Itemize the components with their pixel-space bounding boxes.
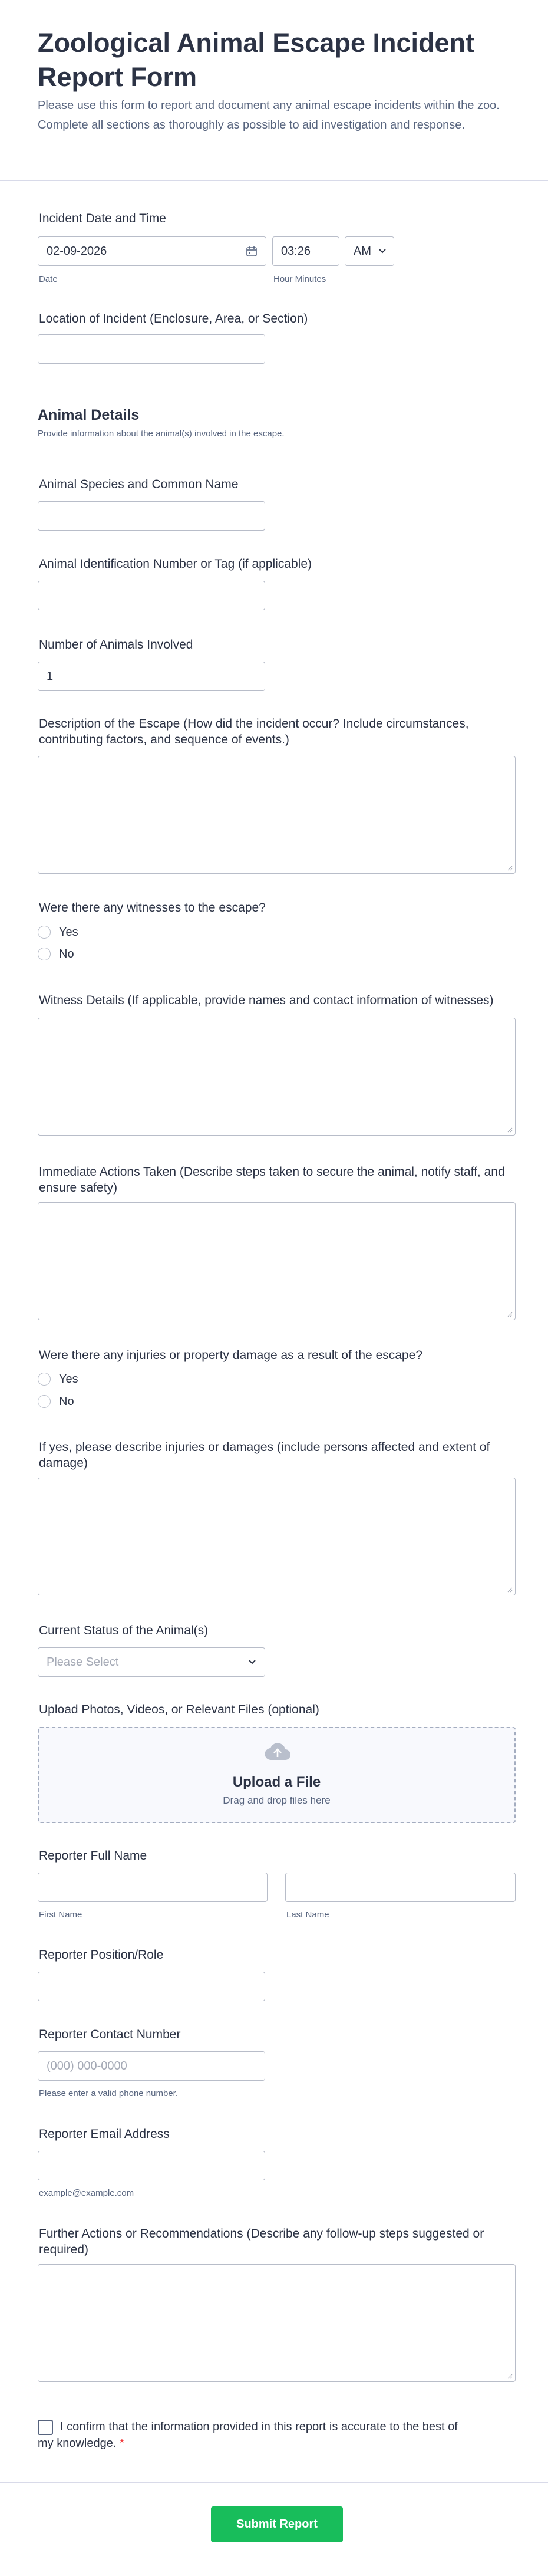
immediate-actions-textarea[interactable] xyxy=(38,1202,516,1320)
reporter-phone-label: Reporter Contact Number xyxy=(39,2028,181,2041)
incident-time-value: 03:26 xyxy=(281,245,311,258)
reporter-position-input[interactable] xyxy=(38,1972,265,2001)
injuries-no-radio[interactable] xyxy=(38,1395,51,1408)
submit-button[interactable]: Submit Report xyxy=(211,2506,343,2542)
date-sublabel: Date xyxy=(39,274,58,284)
resize-grip-icon[interactable] xyxy=(507,1311,513,1317)
upload-hint: Drag and drop files here xyxy=(223,1795,331,1806)
resize-grip-icon[interactable] xyxy=(507,1587,513,1593)
reporter-position-label: Reporter Position/Role xyxy=(39,1948,164,1962)
reporter-phone-hint: Please enter a valid phone number. xyxy=(39,2088,178,2098)
confirmation-label[interactable] xyxy=(38,2419,462,2452)
current-status-placeholder: Please Select xyxy=(47,1656,119,1669)
injuries-yes-radio[interactable] xyxy=(38,1373,51,1386)
escape-description-label: Description of the Escape (How did the incident occur? Include circumstances, contributing factors, and sequence of events.) xyxy=(39,717,469,746)
num-animals-value: 1 xyxy=(47,670,54,683)
calendar-icon[interactable] xyxy=(246,245,258,257)
witnesses-yes-radio[interactable] xyxy=(38,926,51,939)
witnesses-no-label[interactable]: No xyxy=(59,948,74,960)
escape-description-textarea[interactable] xyxy=(38,756,516,874)
upload-title: Upload a File xyxy=(232,1774,321,1790)
num-animals-label: Number of Animals Involved xyxy=(39,638,193,652)
witness-details-textarea[interactable] xyxy=(38,1018,516,1136)
chevron-down-icon xyxy=(378,248,387,254)
animal-id-input[interactable] xyxy=(38,581,265,610)
resize-grip-icon[interactable] xyxy=(507,865,513,871)
form-description: Please use this form to report and document any animal escape incidents within the zoo. Complete all sections as thoroughly as possible to aid investigation and response. xyxy=(38,99,500,131)
witnesses-label: Were there any witnesses to the escape? xyxy=(39,901,266,914)
reporter-email-hint: example@example.com xyxy=(39,2188,134,2198)
cloud-upload-icon xyxy=(264,1741,291,1761)
further-actions-label: Further Actions or Recommendations (Describe any follow-up steps suggested or required) xyxy=(39,2227,484,2256)
first-name-input[interactable] xyxy=(38,1873,268,1902)
form-title: Zoological Animal Escape Incident Report Form xyxy=(38,28,474,92)
first-name-sublabel: First Name xyxy=(39,1910,82,1920)
confirmation-text: I confirm that the information provided in this report is accurate to the best of my knowledge. xyxy=(38,2420,458,2450)
header-divider xyxy=(0,180,548,181)
footer-divider xyxy=(0,2482,548,2483)
incident-datetime-label: Incident Date and Time xyxy=(39,212,166,225)
current-status-label: Current Status of the Animal(s) xyxy=(39,1624,209,1637)
witnesses-no-radio[interactable] xyxy=(38,948,51,960)
reporter-phone-input[interactable] xyxy=(38,2051,265,2081)
further-actions-textarea[interactable] xyxy=(38,2264,516,2382)
incident-time-input[interactable] xyxy=(272,236,339,266)
reporter-name-label: Reporter Full Name xyxy=(39,1849,147,1863)
injuries-no-label[interactable]: No xyxy=(59,1395,74,1408)
ampm-select[interactable] xyxy=(345,236,394,266)
reporter-phone-placeholder: (000) 000-0000 xyxy=(47,2060,127,2072)
injury-details-label: If yes, please describe injuries or damages (include persons affected and extent of damage) xyxy=(39,1440,490,1470)
species-label: Animal Species and Common Name xyxy=(39,478,239,491)
resize-grip-icon[interactable] xyxy=(507,1127,513,1133)
last-name-sublabel: Last Name xyxy=(286,1910,329,1920)
witnesses-yes-label[interactable]: Yes xyxy=(59,926,78,939)
injuries-label: Were there any injuries or property damage as a result of the escape? xyxy=(39,1348,422,1362)
reporter-email-input[interactable] xyxy=(38,2151,265,2180)
immediate-actions-label: Immediate Actions Taken (Describe steps taken to secure the animal, notify staff, and ensure safety) xyxy=(39,1165,505,1195)
witness-details-label: Witness Details (If applicable, provide names and contact information of witnesses) xyxy=(39,993,494,1007)
injuries-yes-label[interactable]: Yes xyxy=(59,1373,78,1386)
animal-details-description: Provide information about the animal(s) involved in the escape. xyxy=(38,429,285,439)
reporter-email-label: Reporter Email Address xyxy=(39,2127,170,2141)
location-input[interactable] xyxy=(38,334,265,364)
upload-label: Upload Photos, Videos, or Relevant Files (optional) xyxy=(39,1703,319,1716)
animal-id-label: Animal Identification Number or Tag (if applicable) xyxy=(39,557,312,571)
num-animals-input[interactable] xyxy=(38,662,265,691)
required-asterisk: * xyxy=(119,2437,124,2450)
current-status-select[interactable] xyxy=(38,1647,265,1677)
resize-grip-icon[interactable] xyxy=(507,2373,513,2379)
last-name-input[interactable] xyxy=(285,1873,516,1902)
chevron-down-icon xyxy=(248,1659,256,1665)
ampm-value: AM xyxy=(354,245,371,258)
injury-details-textarea[interactable] xyxy=(38,1478,516,1595)
incident-date-value: 02-09-2026 xyxy=(47,245,107,258)
time-sublabel: Hour Minutes xyxy=(273,274,326,284)
species-input[interactable] xyxy=(38,501,265,531)
incident-date-input[interactable] xyxy=(38,236,266,266)
animal-details-heading: Animal Details xyxy=(38,407,140,423)
file-upload-dropzone[interactable] xyxy=(38,1727,516,1823)
location-label: Location of Incident (Enclosure, Area, or Section) xyxy=(39,312,308,325)
